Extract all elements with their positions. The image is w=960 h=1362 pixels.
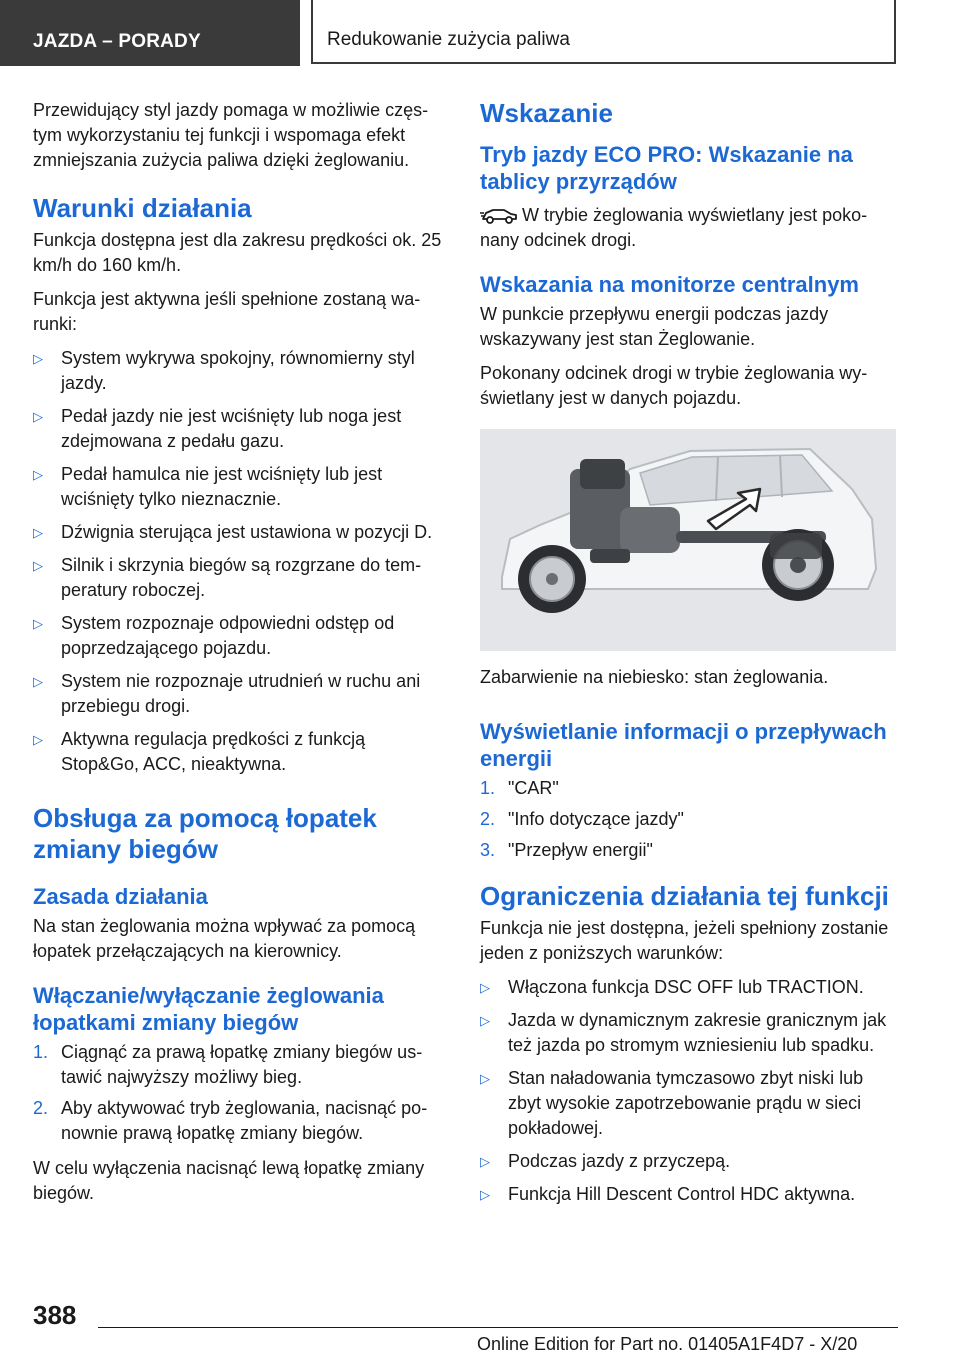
heading-paddles: Obsługa za pomocą łopatek zmiany biegów — [33, 803, 377, 864]
step-number: 2. — [33, 1098, 49, 1118]
list-item: ▷ System rozpoznaje odpowiedni odstęp od poprzedzającego pojazdu. — [33, 613, 395, 658]
off-paragraph: W celu wyłączenia nacisnąć lewą łopatkę zmiany biegów. — [33, 1158, 425, 1203]
figure-caption: Zabarwienie na niebiesko: stan żeglowania. — [480, 667, 829, 687]
list-item: ▷ System nie rozpoznaje utrudnień w ruchu ani przebiegu drogi. — [33, 671, 421, 716]
central-paragraph-2: Pokonany odcinek drogi w trybie żeglowania wyświetlany jest w danych pojazdu. — [480, 363, 868, 408]
triangle-bullet-icon: ▷ — [33, 467, 43, 482]
energy-steps — [480, 776, 898, 863]
list-item: 1. Ciągnąć za prawą łopatkę zmiany biegów ustawić najwyższy możliwy bieg. — [33, 1042, 423, 1087]
list-item: ▷ Funkcja Hill Descent Control HDC aktywna. — [480, 1182, 898, 1207]
list-item: ▷ System wykrywa spokojny, równomierny styl jazdy. — [33, 348, 415, 393]
triangle-bullet-icon: ▷ — [33, 351, 43, 366]
heading-eco-pro: Tryb jazdy ECO PRO: Wskazanie na tablicy przyrządów — [480, 142, 853, 194]
step-number: 1. — [33, 1042, 49, 1062]
triangle-bullet-icon: ▷ — [480, 1187, 490, 1202]
list-item: 3. "Przepływ energii" — [480, 838, 898, 863]
list-item: ▷ Aktywna regulacja prędkości z funkcją Stop&Go, ACC, nieaktywna. — [33, 729, 366, 774]
right-column — [480, 98, 898, 1219]
section-title: JAZDA – PORADY — [0, 0, 300, 66]
list-item: ▷ Włączona funkcja DSC OFF lub TRACTION. — [480, 975, 898, 1000]
heading-central-monitor: Wskazania na monitorze centralnym — [480, 272, 859, 297]
central-paragraph-1: W punkcie przepływu energii podczas jazdy wskazywany jest stan Żeglowanie. — [480, 304, 829, 349]
car-drivetrain-illustration — [480, 429, 896, 651]
list-item: ▷ Dźwignia sterująca jest ustawiona w pozycji D. — [33, 520, 447, 545]
eco-paragraph: W trybie żeglowania wyświetlany jest pokonany odcinek drogi. — [480, 205, 868, 250]
step-number: 2. — [480, 809, 496, 829]
list-item: 2. Aby aktywować tryb żeglowania, nacisnąć ponownie prawą łopatkę zmiany biegów. — [33, 1098, 428, 1143]
footer-divider — [98, 1327, 898, 1328]
step-number: 3. — [480, 840, 496, 860]
heading-display: Wskazanie — [480, 98, 613, 128]
left-column — [33, 98, 447, 1215]
conditions-intro-paragraph: Funkcja jest aktywna jeśli spełnione zostaną warunki: — [33, 289, 421, 334]
heading-limits: Ograniczenia działania tej funkcji — [480, 881, 889, 911]
coasting-car-icon — [480, 206, 518, 224]
onoff-steps — [33, 1040, 447, 1146]
triangle-bullet-icon: ▷ — [480, 980, 490, 995]
edition-note: Online Edition for Part no. 01405A1F4D7 - X/20 — [477, 1334, 858, 1354]
list-item: ▷ Silnik i skrzynia biegów są rozgrzane do temperatury roboczej. — [33, 555, 422, 600]
triangle-bullet-icon: ▷ — [33, 409, 43, 424]
list-item: ▷ Pedał jazdy nie jest wciśnięty lub noga jest zdejmowana z pedału gazu. — [33, 406, 402, 451]
heading-principle: Zasada działania — [33, 884, 208, 909]
heading-energy-flow: Wyświetlanie informacji o przepływach energii — [480, 719, 887, 771]
suv-xray-icon — [480, 429, 896, 651]
triangle-bullet-icon: ▷ — [480, 1071, 490, 1086]
list-item: ▷ Jazda w dynamicznym zakresie granicznym jak też jazda po stromym wzniesieniu lub spadku. — [480, 1010, 887, 1055]
heading-onoff: Włączanie/wyłączanie żeglowania łopatkami zmiany biegów — [33, 983, 384, 1035]
principle-paragraph: Na stan żeglowania można wpływać za pomocą łopatek przełączających na kierownicy. — [33, 916, 416, 961]
triangle-bullet-icon: ▷ — [33, 558, 43, 573]
limits-paragraph: Funkcja nie jest dostępna, jeżeli spełniony zostanie jeden z poniższych warunków: — [480, 918, 889, 963]
page-header — [0, 0, 960, 66]
triangle-bullet-icon: ▷ — [480, 1154, 490, 1169]
triangle-bullet-icon: ▷ — [33, 732, 43, 747]
list-item: ▷ Pedał hamulca nie jest wciśnięty lub jest wciśnięty tylko nieznacznie. — [33, 464, 383, 509]
intro-paragraph: Przewidujący styl jazdy pomaga w możliwie częstym wykorzystaniu tej funkcji i wspomaga efekt zmniejszania zużycia paliwa dzięki żeglowaniu. — [33, 100, 429, 170]
triangle-bullet-icon: ▷ — [33, 525, 43, 540]
page-number: 388 — [33, 1300, 77, 1330]
list-item: 1. "CAR" — [480, 776, 898, 801]
conditions-list — [33, 346, 447, 777]
topic-title: Redukowanie zużycia paliwa — [311, 0, 896, 64]
triangle-bullet-icon: ▷ — [33, 616, 43, 631]
heading-conditions: Warunki działania — [33, 193, 252, 223]
triangle-bullet-icon: ▷ — [480, 1013, 490, 1028]
triangle-bullet-icon: ▷ — [33, 674, 43, 689]
list-item: ▷ Podczas jazdy z przyczepą. — [480, 1149, 898, 1174]
limits-list — [480, 975, 898, 1207]
list-item: ▷ Stan naładowania tymczasowo zbyt niski lub zbyt wysokie zapotrzebowanie prądu w sieci pokładowej. — [480, 1068, 864, 1138]
conditions-speed-paragraph: Funkcja dostępna jest dla zakresu prędkości ok. 25 km/h do 160 km/h. — [33, 230, 442, 275]
step-number: 1. — [480, 778, 496, 798]
list-item: 2. "Info dotyczące jazdy" — [480, 807, 898, 832]
